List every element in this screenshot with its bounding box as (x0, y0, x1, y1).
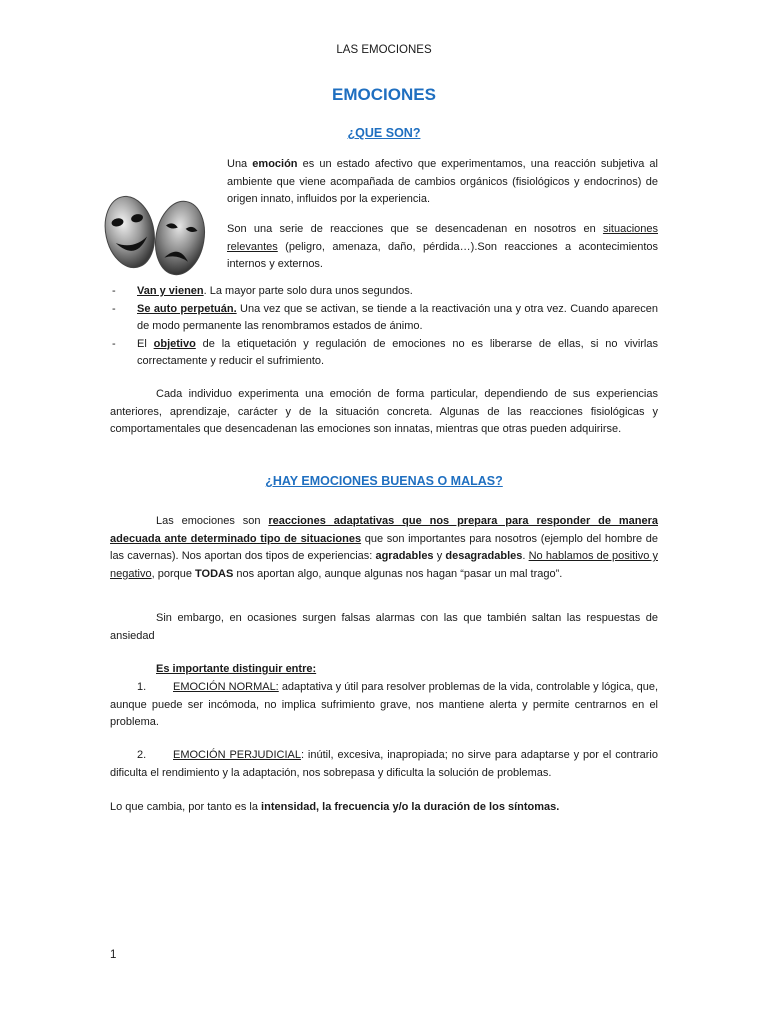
list-item: - El objetivo de la etiquetación y regulación de emociones no es liberarse de ellas, si no vivirlas correctamente y reducir el sufrimiento. (110, 336, 658, 371)
individual-paragraph: Cada individuo experimenta una emoción de forma particular, dependiendo de sus experiencias anteriores, aprendizaje, carácter y de la situación concreta. Algunas de las reacciones fisiológicas y comportamentales que desencadenan las emociones son innatas, mientras que otras pueden adquirirse. (110, 388, 658, 435)
characteristics-list (110, 283, 658, 371)
list-item: - Van y vienen. La mayor parte solo dura unos segundos. (110, 283, 658, 301)
intro-paragraph: Una emoción es un estado afectivo que experimentamos, una reacción subjetiva al ambiente que viene acompañada de cambios orgánicos (fisiológicos y endocrinos) de origen innato, influidos por la experiencia. (227, 158, 658, 205)
numbered-item-perjudicial: 2. EMOCIÓN PERJUDICIAL: inútil, excesiva, inapropiada; no sirve para adaptarse y por el contrario dificulta el rendimiento y la adaptación, nos sobrepasa y dificulta la solución de problemas. (110, 749, 658, 779)
section-heading-buenas-malas: ¿HAY EMOCIONES BUENAS O MALAS? (265, 474, 503, 488)
numbered-item-normal: 1. EMOCIÓN NORMAL: adaptativa y útil para resolver problemas de la vida, controlable y lógica, que, aunque puede ser incómoda, no implica sufrimiento grave, nos mantiene alerta y permite centrarnos en el problema. (110, 681, 658, 728)
page-title: EMOCIONES (332, 85, 436, 104)
false-alarms-paragraph: Sin embargo, en ocasiones surgen falsas alarmas con las que también saltan las respuestas de ansiedad (110, 612, 658, 642)
page-header: LAS EMOCIONES (336, 44, 432, 56)
section-heading-que-son: ¿QUE SON? (347, 126, 421, 140)
theater-masks-image (100, 188, 218, 282)
page-number: 1 (110, 949, 117, 961)
conclusion-paragraph: Lo que cambia, por tanto es la intensidad, la frecuencia y/o la duración de los síntomas. (110, 801, 560, 813)
adaptive-paragraph: Las emociones son reacciones adaptativas que nos prepara para responder de manera adecuada ante determinado tipo de situaciones que son importantes para nosotros (ejemplo del hombre de las cavernas). Nos aportan dos tipos de experiencias: agradables y desagradables. No hablamos de positivo y negativo, porque TODAS nos aportan algo, aunque algunas nos hagan “pasar un mal trago”. (110, 515, 659, 580)
emocion-bold: emoción (252, 158, 298, 170)
reactions-paragraph: Son una serie de reacciones que se desencadenan en nosotros en situaciones relevantes (peligro, amenaza, daño, pérdida…).Son reacciones a acontecimientos internos y externos. (227, 223, 658, 270)
distinguish-heading: Es importante distinguir entre: (156, 663, 317, 675)
situaciones-relevantes: situaciones relevantes (227, 223, 658, 253)
list-item: - Se auto perpetuán. Una vez que se activan, se tiende a la reactivación una y otra vez. Cuando aparecen de modo permanente las renombramos estados de ánimo. (110, 301, 658, 336)
